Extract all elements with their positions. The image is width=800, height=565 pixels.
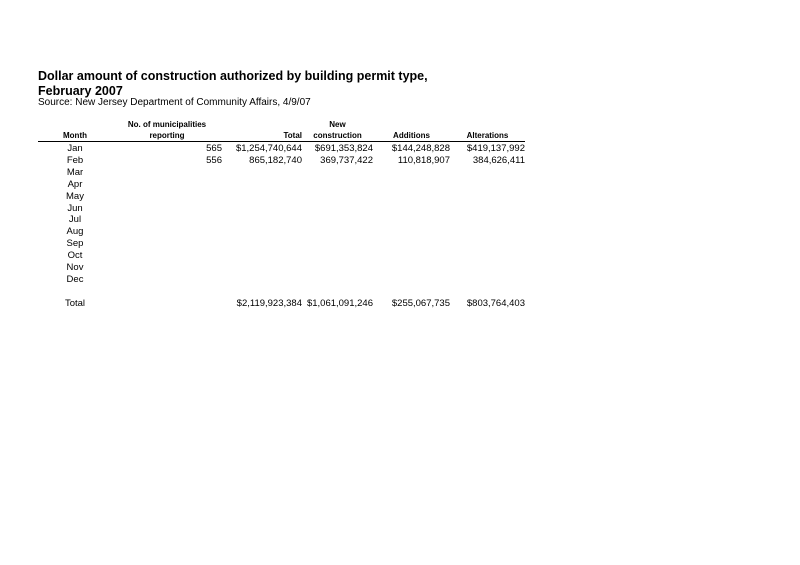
- cell-munis: [112, 238, 222, 250]
- cell-alt: [450, 274, 525, 286]
- cell-newc: 369,737,422: [320, 154, 373, 166]
- table-row: [38, 142, 525, 155]
- cell-total: [222, 274, 302, 286]
- cell-newc: [302, 191, 373, 203]
- title-line-1: Dollar amount of construction authorized by building permit type,: [38, 69, 428, 83]
- cell-month: Jan: [67, 143, 83, 154]
- cell-add: [373, 274, 450, 286]
- cell-total: 865,182,740: [249, 154, 302, 166]
- cell-total: [222, 167, 302, 179]
- cell-newc: [302, 226, 373, 238]
- cell-newc: $1,061,091,246: [306, 297, 373, 309]
- cell-alt: [450, 226, 525, 238]
- cell-month: Nov: [66, 262, 84, 274]
- cell-add: [373, 226, 450, 238]
- cell-add: [373, 179, 450, 191]
- table-row: [38, 179, 525, 191]
- table-row: [38, 155, 525, 167]
- cell-add: 110,818,907: [397, 154, 450, 166]
- cell-alt: [450, 262, 525, 274]
- cell-munis: [112, 214, 222, 226]
- cell-munis: [112, 179, 222, 191]
- cell-add: [373, 214, 450, 226]
- table-row: [38, 191, 525, 203]
- cell-munis: [112, 274, 222, 286]
- cell-total: [222, 226, 302, 238]
- header-alterations: Alterations: [466, 131, 509, 140]
- table-row: [38, 203, 525, 215]
- cell-newc: [302, 250, 373, 262]
- cell-month: Oct: [67, 250, 83, 262]
- cell-munis: [112, 250, 222, 262]
- cell-total: [222, 250, 302, 262]
- cell-newc: [302, 238, 373, 250]
- source-note: Source: New Jersey Department of Community Affairs, 4/9/07: [38, 97, 311, 108]
- cell-newc: [302, 167, 373, 179]
- spacer-row: [38, 286, 525, 298]
- cell-alt: $803,764,403: [466, 297, 525, 309]
- cell-add: [373, 167, 450, 179]
- cell-total: $2,119,923,384: [236, 297, 302, 309]
- cell-munis: [112, 298, 222, 310]
- cell-alt: [450, 238, 525, 250]
- cell-munis: 565: [206, 143, 222, 154]
- cell-alt: [450, 179, 525, 191]
- cell-munis: [112, 262, 222, 274]
- cell-newc: [302, 179, 373, 191]
- table-row: [38, 226, 525, 238]
- cell-add: [373, 191, 450, 203]
- cell-munis: [112, 191, 222, 203]
- cell-month: Dec: [66, 273, 84, 285]
- cell-newc: [302, 262, 373, 274]
- permit-table: [38, 119, 525, 310]
- cell-alt: [450, 191, 525, 203]
- cell-total: [222, 179, 302, 191]
- cell-add: [373, 262, 450, 274]
- table-body: [38, 142, 525, 310]
- table-row: [38, 214, 525, 226]
- table-row: [38, 262, 525, 274]
- cell-total: [222, 214, 302, 226]
- cell-month: Apr: [67, 178, 83, 190]
- header-new-construction: New construction: [313, 120, 362, 140]
- cell-month: Sep: [66, 238, 84, 250]
- cell-month: Jul: [68, 214, 82, 226]
- cell-add: [373, 203, 450, 215]
- cell-alt: [450, 214, 525, 226]
- cell-total: $1,254,740,644: [235, 143, 302, 154]
- header-total: Total: [283, 131, 302, 140]
- cell-newc: $691,353,824: [314, 143, 373, 154]
- cell-total: [222, 238, 302, 250]
- table-row: [38, 298, 525, 310]
- cell-alt: [450, 167, 525, 179]
- cell-alt: [450, 250, 525, 262]
- cell-newc: [302, 203, 373, 215]
- cell-add: [373, 238, 450, 250]
- page-title: [38, 69, 428, 99]
- cell-alt: 384,626,411: [472, 154, 525, 166]
- header-row: [38, 119, 525, 142]
- cell-munis: [112, 167, 222, 179]
- cell-munis: 556: [206, 154, 222, 166]
- cell-total: [222, 262, 302, 274]
- cell-total: [222, 203, 302, 215]
- table-row: [38, 274, 525, 286]
- header-month: Month: [63, 131, 87, 140]
- cell-add: $144,248,828: [391, 143, 450, 154]
- cell-total: [222, 191, 302, 203]
- cell-month: Total: [64, 297, 86, 309]
- cell-month: May: [66, 190, 84, 202]
- cell-newc: [302, 214, 373, 226]
- cell-add: $255,067,735: [391, 297, 450, 309]
- title-line-2: February 2007: [38, 84, 123, 98]
- cell-newc: [302, 274, 373, 286]
- table-row: [38, 167, 525, 179]
- cell-munis: [112, 203, 222, 215]
- cell-munis: [112, 226, 222, 238]
- cell-add: [373, 250, 450, 262]
- cell-month: Feb: [66, 154, 84, 166]
- cell-month: Aug: [66, 226, 84, 238]
- cell-month: Mar: [66, 166, 84, 178]
- table-row: [38, 238, 525, 250]
- header-additions: Additions: [393, 131, 430, 140]
- header-municipalities: No. of municipalities reporting: [127, 120, 207, 140]
- cell-month: Jun: [67, 202, 83, 214]
- table-row: [38, 250, 525, 262]
- cell-alt: [450, 203, 525, 215]
- cell-alt: $419,137,992: [466, 143, 525, 154]
